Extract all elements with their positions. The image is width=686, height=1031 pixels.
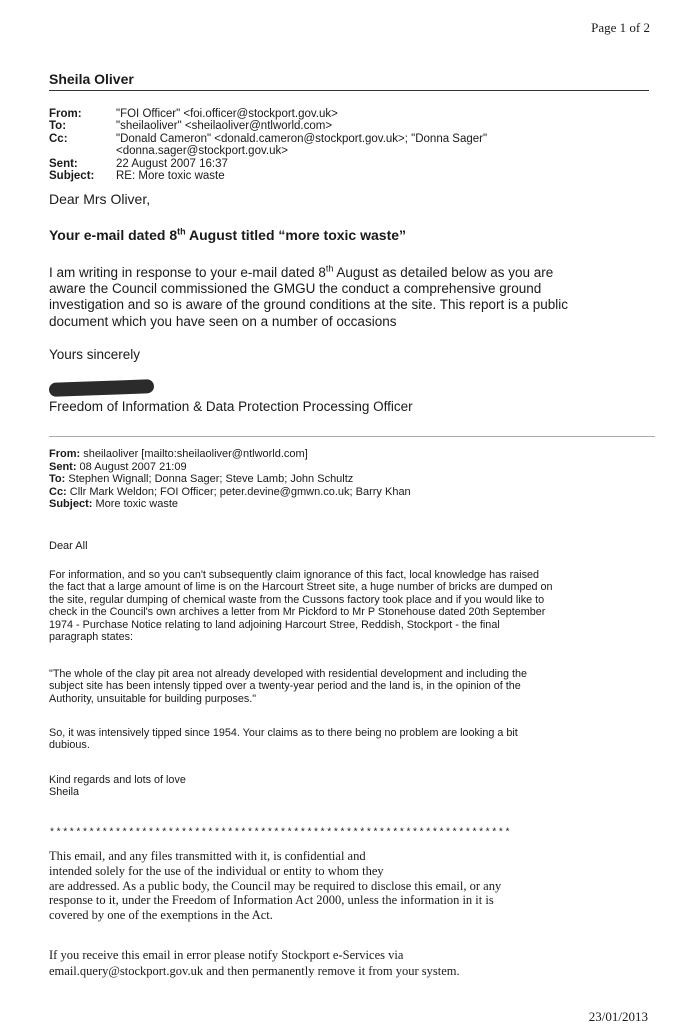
reply-heading: Your e-mail dated 8th August titled “more toxic waste” — [49, 226, 407, 243]
print-date: 23/01/2013 — [588, 1009, 648, 1024]
reply-greeting: Dear Mrs Oliver, — [49, 191, 151, 207]
disclaimer-paragraph-1: This email, and any files transmitted with it, is confidential and intended solely for the use of the individual or entity to whom they are addressed. As a public body, the Council may be required to disclose this email, or any response to it, under the Freedom of Information Act 2000, unless the information in it is covered by one of the exemptions in the Act. — [49, 849, 502, 923]
fwd-sent: Sent: 08 August 2007 21:09 — [49, 460, 187, 473]
forwarded-headers — [49, 448, 411, 511]
redacted-name — [49, 379, 154, 397]
header-cc: Cc: "Donald Cameron" <donald.cameron@stockport.gov.uk>; "Donna Sager" — [49, 132, 488, 145]
forward-rule — [49, 436, 655, 437]
fwd-cc: Cc: Cllr Mark Weldon; FOI Officer; peter.devine@gmwn.co.uk; Barry Khan — [49, 485, 411, 498]
fwd-subject: Subject: More toxic waste — [49, 498, 178, 510]
signature-title: Freedom of Information & Data Protection Processing Officer — [49, 399, 413, 414]
header-sent: Sent: 22 August 2007 16:37 — [49, 157, 228, 170]
account-name: Sheila Oliver — [49, 71, 134, 87]
fwd-to: To: Stephen Wignall; Donna Sager; Steve Lamb; John Schultz — [49, 473, 354, 485]
forward-signoff: Kind regards and lots of love Sheila — [49, 774, 186, 799]
forward-quote: "The whole of the clay pit area not already developed with residential development and including the subject site has been intensly tipped over a twenty-year period and the land is, in the opinion of the Authority, unsuitable for building purposes." — [49, 668, 527, 705]
header-from: From: "FOI Officer" <foi.officer@stockport.gov.uk> — [49, 108, 338, 120]
fwd-from: From: sheilaoliver [mailto:sheilaoliver@ntlworld.com] — [49, 448, 308, 460]
forward-greeting: Dear All — [49, 540, 88, 552]
forward-paragraph-1: For information, and so you can't subsequently claim ignorance of this fact, local knowledge has raised the fact that a large amount of lime is on the Harcourt Street site, a huge number of bricks are dumped on the site, regular dumping of chemical waste from the Cussons factory took place and if you would like to check in the Council's own archives a letter from Mr Pickford to Mr P Stonehouse dated 20th September 1974 - Purchase Notice relating to land adjoining Harcourt Stree, Reddish, Stockport - the final paragraph states: — [49, 569, 553, 644]
reply-closing: Yours sincerely — [49, 347, 141, 362]
email-headers — [49, 108, 556, 182]
header-subject: Subject: RE: More toxic waste — [49, 170, 225, 183]
header-rule — [49, 90, 649, 91]
disclaimer-paragraph-2: If you receive this email in error please notify Stockport e-Services via email.query@stockport.gov.uk and then permanently remove it from your system. — [49, 948, 460, 978]
header-to: To: "sheilaoliver" <sheilaoliver@ntlworld.com> — [49, 120, 333, 133]
disclaimer-divider: ********************************************************************** — [49, 828, 512, 839]
forward-paragraph-3: So, it was intensively tipped since 1954. Your claims as to there being no problem are looking a bit dubious. — [49, 727, 518, 752]
header-cc-cont: <donna.sager@stockport.gov.uk> — [116, 145, 288, 158]
page-number: Page 1 of 2 — [591, 20, 650, 35]
reply-body: I am writing in response to your e-mail dated 8th August as detailed below as you are aware the Council commissioned the GMGU the conduct a comprehensive ground investigation and so is aware of the ground conditions at the site. This report is a public document which you have seen on a number of occasions — [49, 263, 569, 329]
